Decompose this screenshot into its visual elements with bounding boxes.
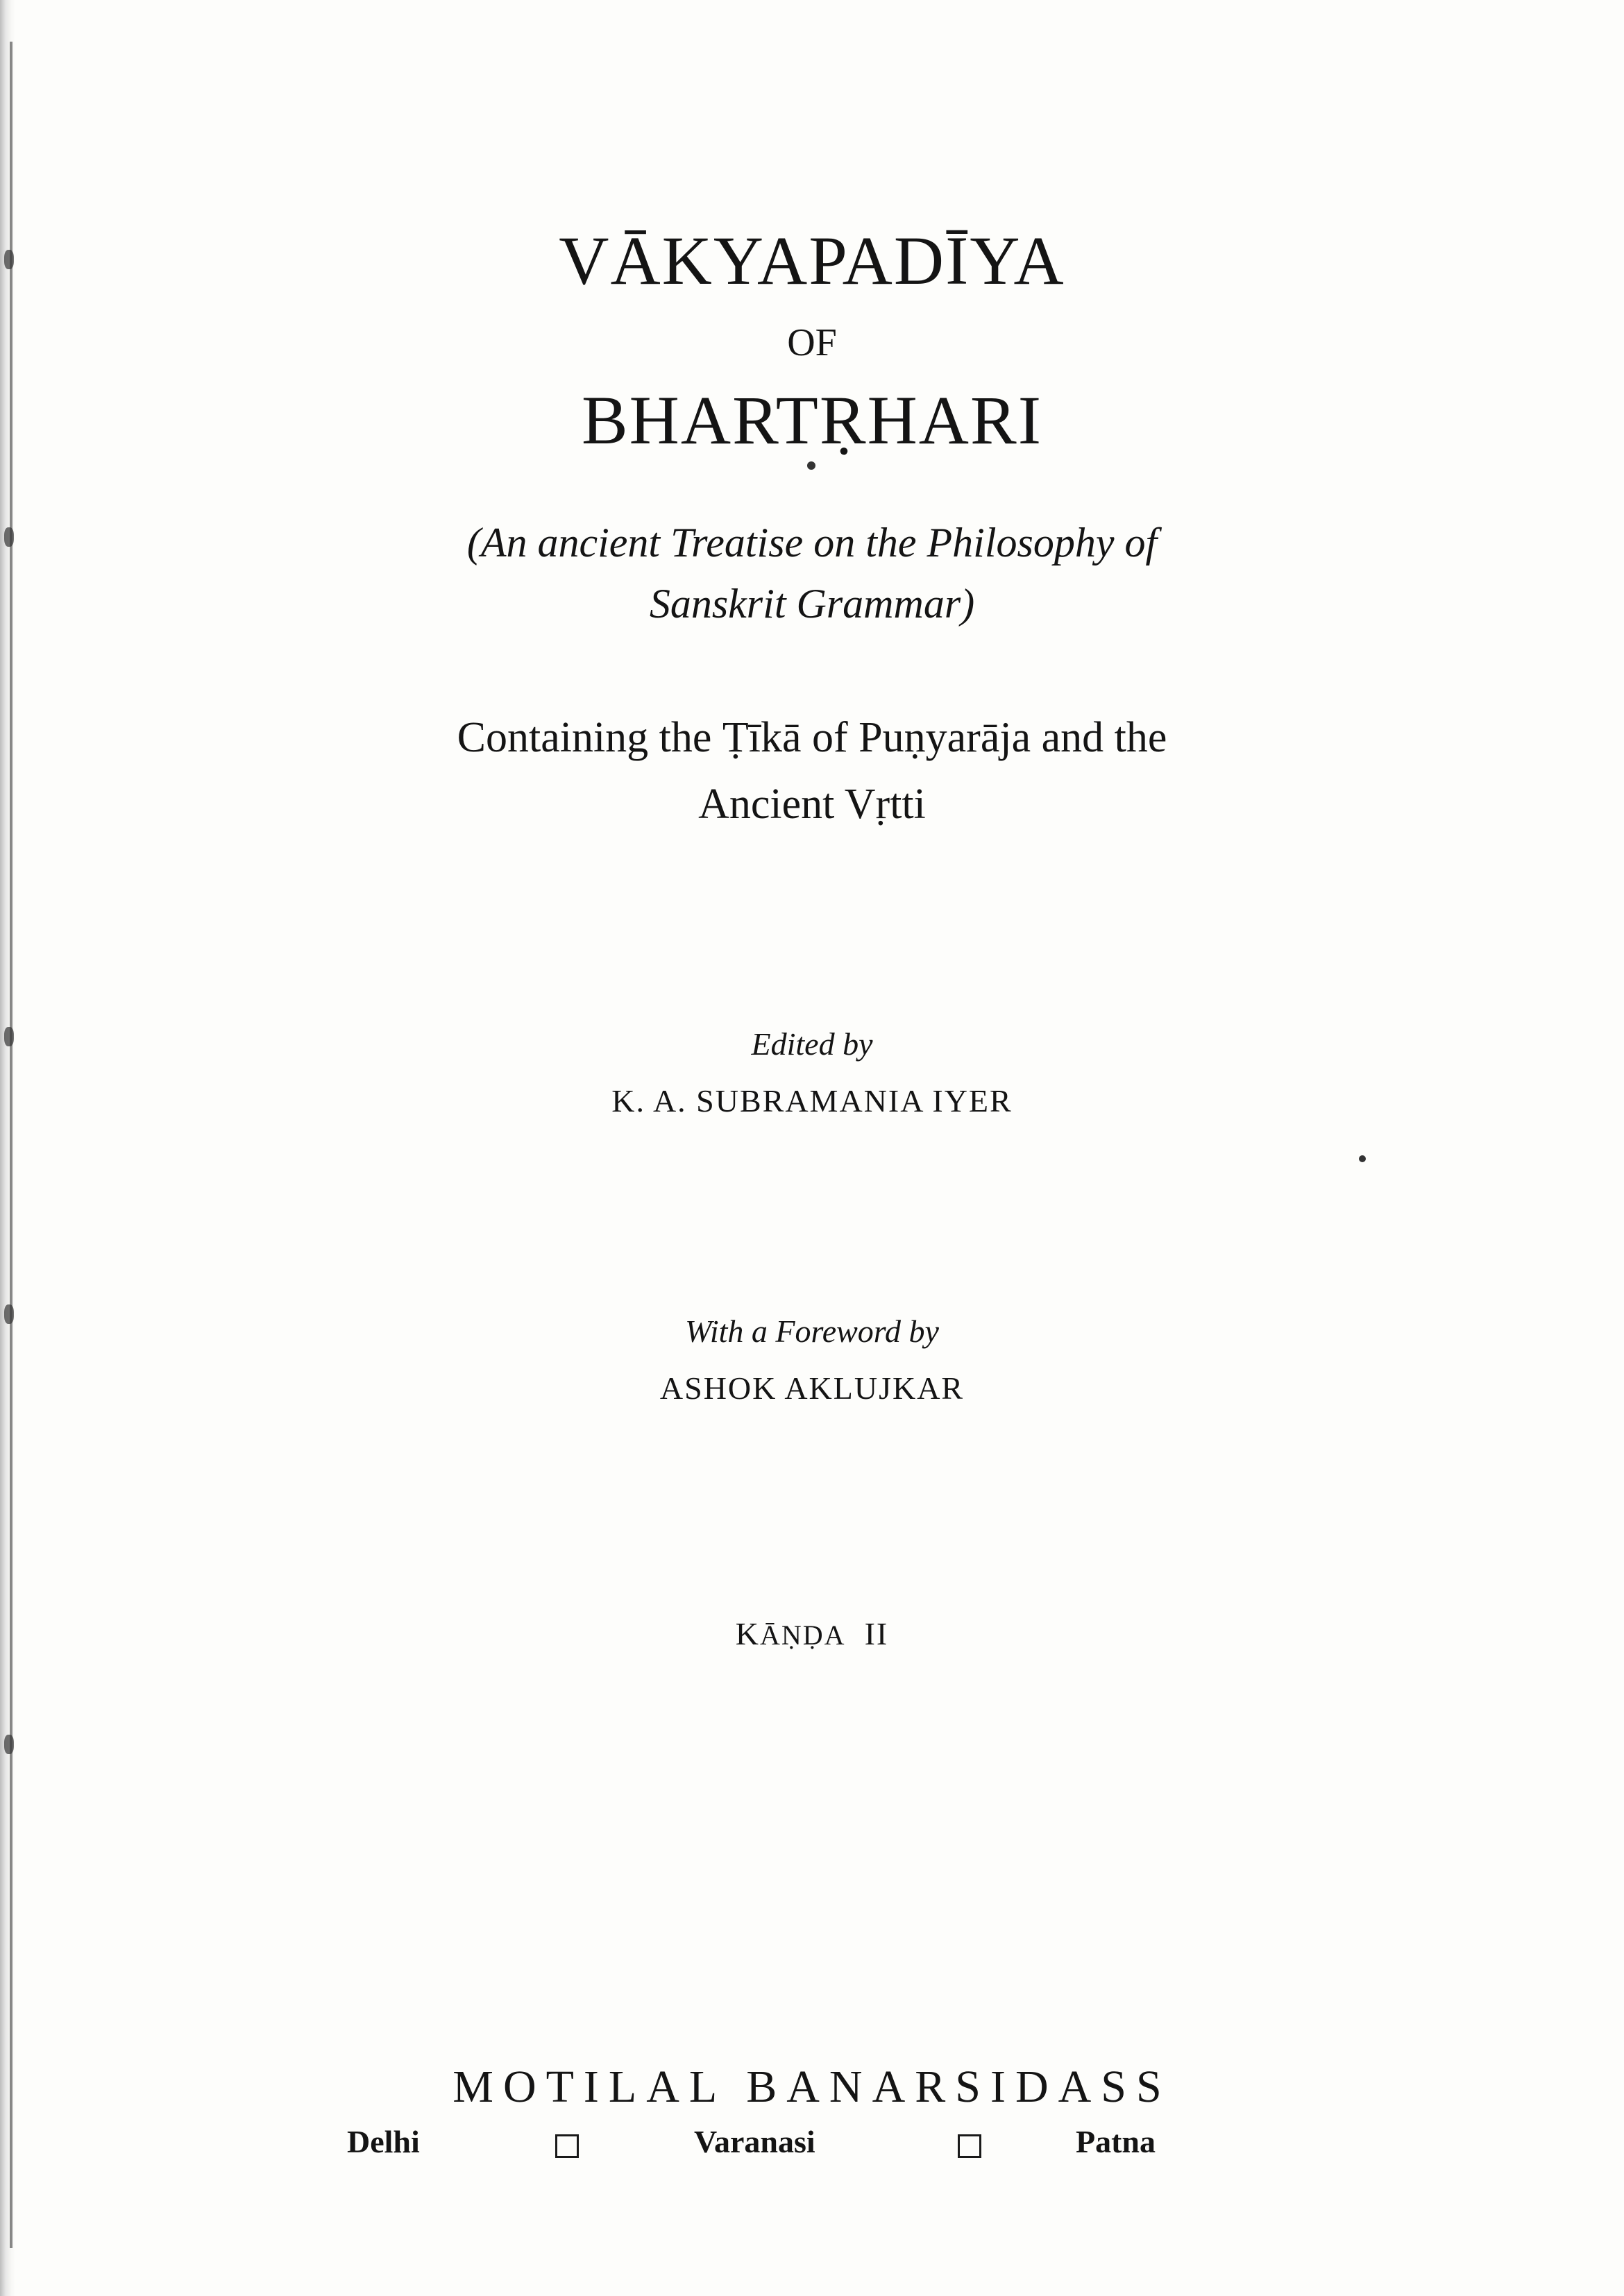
speck	[807, 461, 815, 470]
place-delhi: Delhi	[347, 2124, 420, 2159]
place-patna: Patna	[1076, 2124, 1156, 2159]
volume-small-caps: ĀṆḌA	[760, 1619, 846, 1651]
volume-number: II	[864, 1616, 889, 1651]
subtitle-line-1: (An ancient Treatise on the Philosophy of	[466, 520, 1158, 566]
subtitle-line-2: Sanskrit Grammar)	[649, 581, 975, 627]
separator-box-icon	[958, 2134, 981, 2158]
publisher-places	[347, 2123, 1291, 2172]
editor-label: Edited by	[751, 1026, 873, 1062]
separator-box-icon	[555, 2134, 579, 2158]
contents-line-2: Ancient Vṛtti	[698, 781, 926, 828]
volume-label	[0, 1615, 1624, 1652]
binding-edge-line	[10, 42, 12, 2248]
title-connector: OF	[787, 321, 837, 364]
author-name: BHARTṚHARI	[581, 382, 1043, 459]
publisher-name: MOTILAL BANARSIDASS	[452, 2061, 1172, 2112]
foreword-label: With a Foreword by	[685, 1313, 939, 1349]
volume-prefix: K	[735, 1616, 761, 1651]
contents-line-1: Containing the Ṭīkā of Puṇyarāja and the	[457, 714, 1167, 761]
speck	[1359, 1155, 1366, 1162]
editor-name: K. A. SUBRAMANIA IYER	[611, 1083, 1013, 1119]
binding-mark	[4, 1735, 14, 1754]
book-title: VĀKYAPADĪYA	[559, 222, 1065, 299]
foreword-author: ASHOK AKLUJKAR	[659, 1370, 965, 1406]
place-varanasi: Varanasi	[694, 2124, 815, 2159]
